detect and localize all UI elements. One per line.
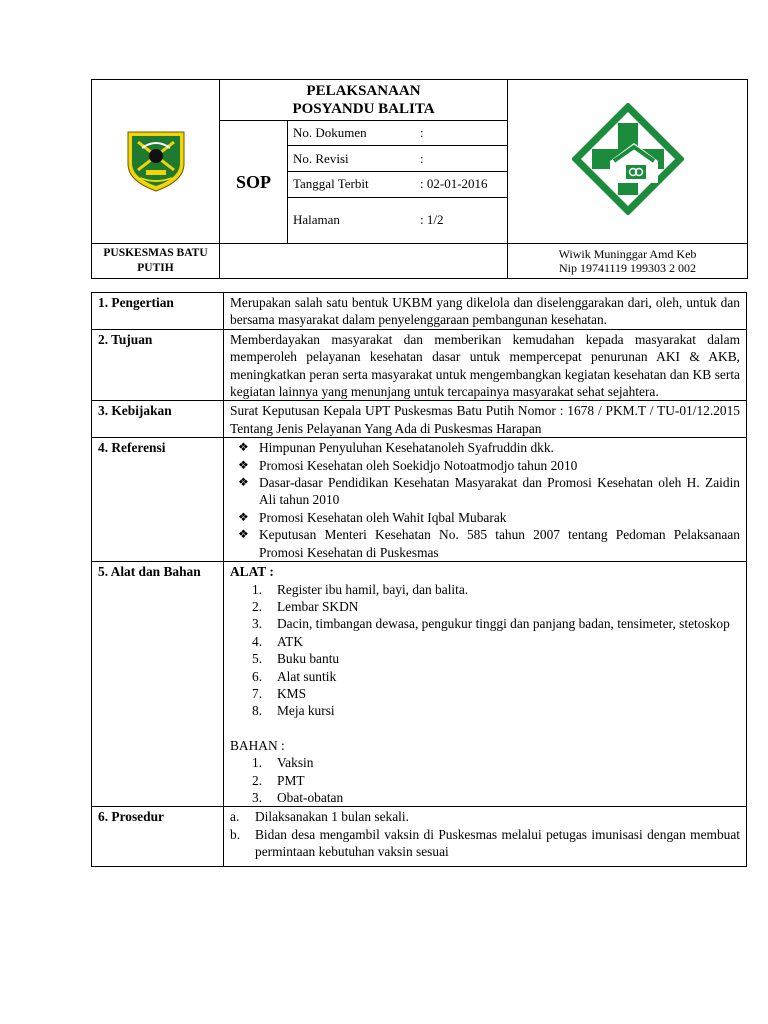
- diamond-bullet-icon: ❖: [238, 527, 249, 542]
- diamond-bullet-icon: ❖: [238, 440, 249, 455]
- bahan-heading: BAHAN :: [230, 737, 285, 753]
- section-text: Surat Keputusan Kepala UPT Puskesmas Batu Putih Nomor : 1678 / PKM.T / TU-01/12.2015 Tentang Jenis Pelayanan Yang Ada di Puskesmas Harapan: [224, 401, 747, 438]
- section-referensi: [92, 438, 747, 562]
- diamond-bullet-icon: ❖: [238, 475, 249, 490]
- section-label: 1. Pengertian: [92, 293, 224, 330]
- puskesmas-logo-cell: [508, 80, 748, 244]
- section-text: Memberdayakan masyarakat dan memberikan kemudahan kepada masyarakat dalam memperoleh pelayanan kesehatan dasar untuk mempercepat penurunan AKI & AKB, meningkatkan peran serta masyarakat untuk mengembangkan kegiatan kesehatan dan KB serta kegiatan lainnya yang menunjang untuk tercapainya masyarakat sehat sejahtera.: [224, 329, 747, 401]
- list-item: 1. Register ibu hamil, bayi, dan balita.: [252, 581, 469, 597]
- list-item: 8. Meja kursi: [252, 703, 335, 719]
- diamond-bullet-icon: ❖: [238, 509, 249, 524]
- meta-row-no-dokumen: No. Dokumen :: [288, 121, 507, 146]
- list-item: 1. Vaksin: [252, 755, 314, 771]
- document-title: [220, 80, 508, 121]
- signature-space: [220, 244, 508, 279]
- sop-header-table: [91, 79, 748, 279]
- section-kebijakan: [92, 401, 747, 438]
- section-label: 3. Kebijakan: [92, 401, 224, 438]
- signer-name: Wiwik Muninggar Amd Keb: [558, 247, 697, 261]
- sop-content-table: [91, 292, 747, 867]
- diamond-bullet-icon: ❖: [238, 457, 249, 472]
- title-line-1: PELAKSANAAN: [306, 83, 421, 99]
- list-item: 7. KMS: [252, 685, 307, 701]
- signer-nip: Nip 19741119 199303 2 002: [558, 261, 697, 275]
- list-item: ❖ Promosi Kesehatan oleh Soekidjo Notoatmodjo tahun 2010: [238, 457, 578, 473]
- section-pengertian: [92, 293, 747, 330]
- list-item: ❖ Keputusan Menteri Kesehatan No. 585 tahun 2007 tentang Pedoman Pelaksanaan Promosi Kesehatan di Puskesmas: [238, 527, 740, 560]
- list-item: 3. Dacin, timbangan dewasa, pengukur tinggi dan panjang badan, tensimeter, stetoskop: [252, 616, 730, 632]
- reference-list: [230, 439, 740, 561]
- puskesmas-logo-icon: [572, 103, 684, 215]
- list-item: 3. Obat-obatan: [252, 789, 344, 805]
- section-text: Merupakan salah satu bentuk UKBM yang dikelola dan diselenggarakan dari, oleh, untuk dan bersama masyarakat dalam penyelenggaraan pembangunan kesehatan.: [224, 293, 747, 330]
- regional-emblem-icon: [124, 126, 188, 192]
- section-label: 5. Alat dan Bahan: [92, 562, 224, 807]
- list-item: 4. ATK: [252, 633, 304, 649]
- title-line-2: POSYANDU BALITA: [292, 101, 435, 117]
- list-item: 2. Lembar SKDN: [252, 598, 359, 614]
- alat-heading: ALAT :: [230, 564, 274, 580]
- list-item: ❖ Dasar-dasar Pendidikan Kesehatan Masyarakat dan Promosi Kesehatan oleh H. Zaidin Ali tahun 2010: [238, 475, 740, 508]
- section-label: 6. Prosedur: [92, 807, 224, 867]
- list-item: 5. Buku bantu: [252, 651, 340, 667]
- prosedur-steps: [230, 808, 740, 860]
- organization-name: PUSKESMAS BATU PUTIH: [92, 244, 220, 279]
- bahan-list: [230, 754, 740, 806]
- meta-row-tanggal-terbit: Tanggal Terbit : 02-01-2016: [288, 171, 507, 197]
- section-prosedur: [92, 807, 747, 867]
- list-item: 6. Alat suntik: [252, 668, 337, 684]
- list-item: ❖ Promosi Kesehatan oleh Wahit Iqbal Mubarak: [238, 509, 507, 525]
- section-label: 2. Tujuan: [92, 329, 224, 401]
- sop-label: SOP: [220, 121, 288, 244]
- regional-emblem-cell: [92, 80, 220, 244]
- list-item: a. Dilaksanakan 1 bulan sekali.: [230, 809, 409, 825]
- list-item: b. Bidan desa mengambil vaksin di Puskesmas melalui petugas imunisasi dengan membuat permintaan kebutuhan vaksin sesuai: [230, 826, 740, 860]
- meta-row-halaman: Halaman : 1/2: [293, 212, 444, 228]
- list-item: 2. PMT: [252, 772, 305, 788]
- meta-row-no-revisi: No. Revisi :: [288, 146, 507, 172]
- document-meta: [288, 121, 508, 244]
- signer-info: [508, 244, 748, 279]
- section-label: 4. Referensi: [92, 438, 224, 562]
- section-alat-bahan: [92, 562, 747, 807]
- section-tujuan: [92, 329, 747, 401]
- list-item: ❖ Himpunan Penyuluhan Kesehatanoleh Syafruddin dkk.: [238, 440, 554, 456]
- alat-list: [230, 581, 740, 720]
